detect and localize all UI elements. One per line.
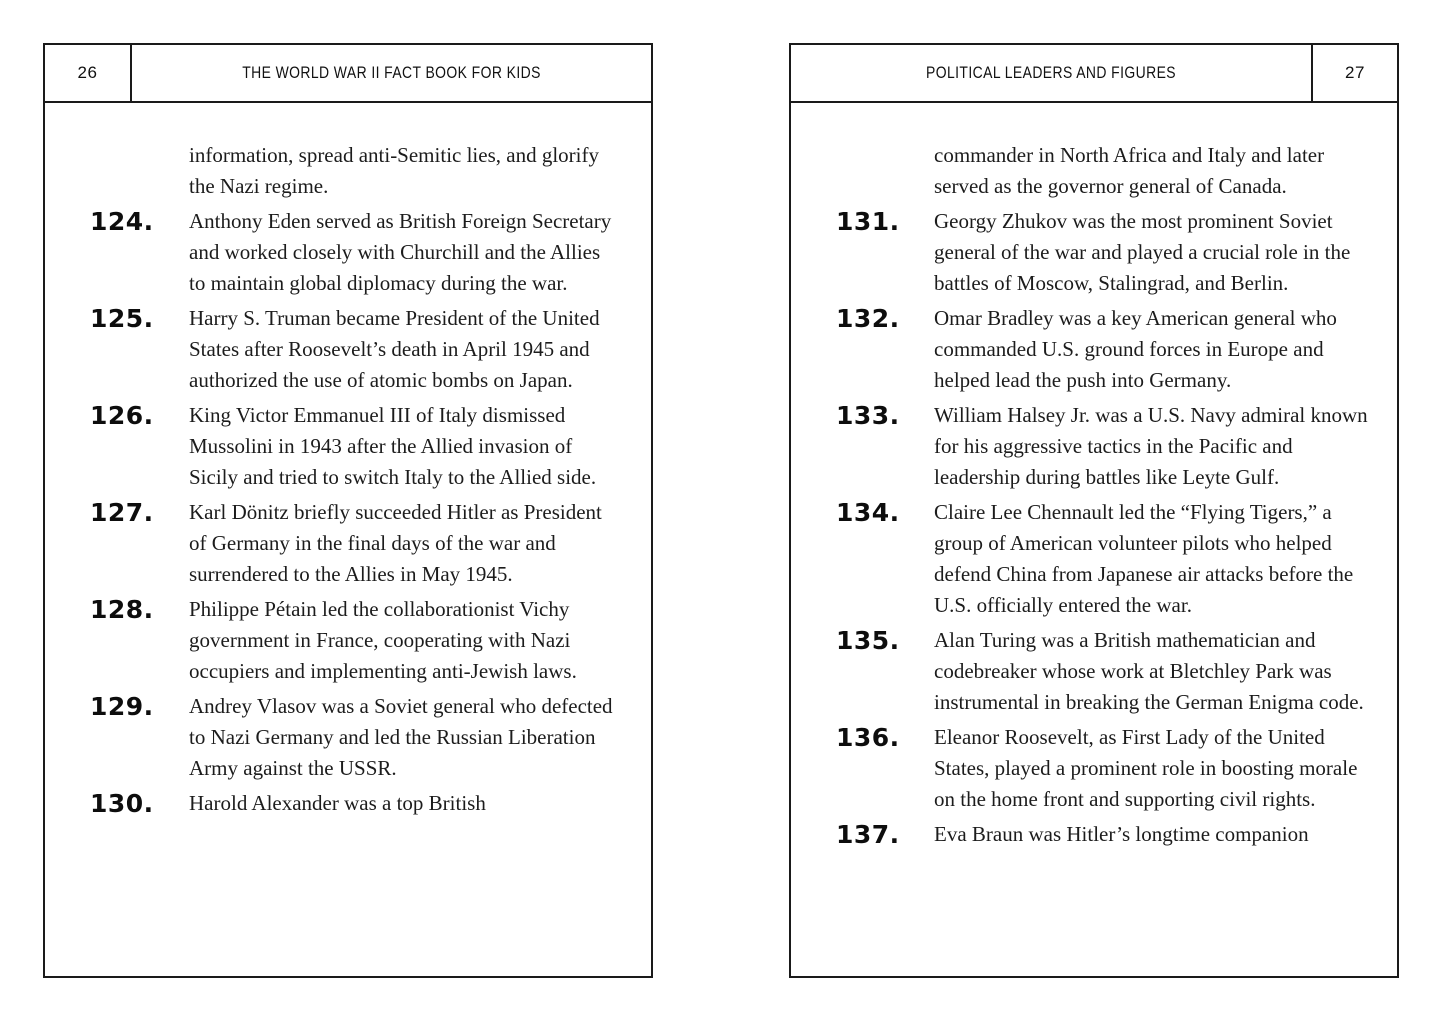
fact-text: Omar Bradley was a key American general who commanded U.S. ground forces in Europe and helped lead the push into Germany. xyxy=(934,306,1337,392)
page-number: 27 xyxy=(1311,45,1397,101)
fact-item xyxy=(791,625,1397,718)
fact-item xyxy=(45,303,651,396)
fact-item xyxy=(45,206,651,299)
fact-item xyxy=(45,400,651,493)
fact-number: 130. xyxy=(90,789,154,818)
fact-text: Karl Dönitz briefly succeeded Hitler as President of Germany in the final days of the war and surrendered to the Allies in May 1945. xyxy=(189,500,602,586)
continued-text: information, spread anti-Semitic lies, and glorify the Nazi regime. xyxy=(189,143,599,198)
fact-text: Harold Alexander was a top British xyxy=(189,791,486,815)
fact-item xyxy=(45,594,651,687)
fact-text: Philippe Pétain led the collaborationist Vichy government in France, cooperating with Nazi occupiers and implementing anti-Jewish laws. xyxy=(189,597,577,683)
page-number: 26 xyxy=(45,45,132,101)
fact-item xyxy=(791,400,1397,493)
fact-number: 135. xyxy=(836,626,900,655)
fact-number: 134. xyxy=(836,498,900,527)
fact-text: William Halsey Jr. was a U.S. Navy admiral known for his aggressive tactics in the Pacific and leadership during battles like Leyte Gulf. xyxy=(934,403,1368,489)
fact-number: 137. xyxy=(836,820,900,849)
right-page xyxy=(789,43,1399,978)
fact-number: 126. xyxy=(90,401,154,430)
fact-text: King Victor Emmanuel III of Italy dismissed Mussolini in 1943 after the Allied invasion of Sicily and tried to switch Italy to the Allied side. xyxy=(189,403,597,489)
fact-number: 131. xyxy=(836,207,900,236)
fact-text: Andrey Vlasov was a Soviet general who defected to Nazi Germany and led the Russian Liberation Army against the USSR. xyxy=(189,694,613,780)
fact-number: 128. xyxy=(90,595,154,624)
fact-item xyxy=(791,819,1397,850)
fact-number: 127. xyxy=(90,498,154,527)
fact-text: Harry S. Truman became President of the United States after Roosevelt’s death in April 1945 and authorized the use of atomic bombs on Japan. xyxy=(189,306,600,392)
continued-text: commander in North Africa and Italy and later served as the governor general of Canada. xyxy=(934,143,1325,198)
right-page-body xyxy=(791,140,1397,850)
fact-number: 125. xyxy=(90,304,154,333)
fact-text: Eva Braun was Hitler’s longtime companion xyxy=(934,822,1309,846)
fact-item xyxy=(45,691,651,784)
fact-text: Anthony Eden served as British Foreign Secretary and worked closely with Churchill and the Allies to maintain global diplomacy during the war. xyxy=(189,209,612,295)
running-head: POLITICAL LEADERS AND FIGURES xyxy=(926,63,1176,82)
left-page-header xyxy=(45,45,651,103)
fact-item xyxy=(45,497,651,590)
fact-item xyxy=(791,303,1397,396)
fact-text: Georgy Zhukov was the most prominent Soviet general of the war and played a crucial role in the battles of Moscow, Stalingrad, and Berlin. xyxy=(934,209,1351,295)
fact-item xyxy=(45,788,651,819)
fact-number: 129. xyxy=(90,692,154,721)
fact-text: Eleanor Roosevelt, as First Lady of the United States, played a prominent role in boosting morale on the home front and supporting civil rights. xyxy=(934,725,1358,811)
right-page-header xyxy=(791,45,1397,103)
fact-text: Alan Turing was a British mathematician and codebreaker whose work at Bletchley Park was instrumental in breaking the German Enigma code. xyxy=(934,628,1364,714)
fact-text: Claire Lee Chennault led the “Flying Tigers,” a group of American volunteer pilots who helped defend China from Japanese air attacks before the U.S. officially entered the war. xyxy=(934,500,1354,617)
fact-number: 124. xyxy=(90,207,154,236)
fact-item xyxy=(791,497,1397,621)
fact-item xyxy=(791,722,1397,815)
left-page xyxy=(43,43,653,978)
fact-number: 132. xyxy=(836,304,900,333)
fact-number: 136. xyxy=(836,723,900,752)
left-page-body xyxy=(45,140,651,819)
fact-number: 133. xyxy=(836,401,900,430)
running-head: THE WORLD WAR II FACT BOOK FOR KIDS xyxy=(242,63,541,82)
fact-item xyxy=(791,206,1397,299)
